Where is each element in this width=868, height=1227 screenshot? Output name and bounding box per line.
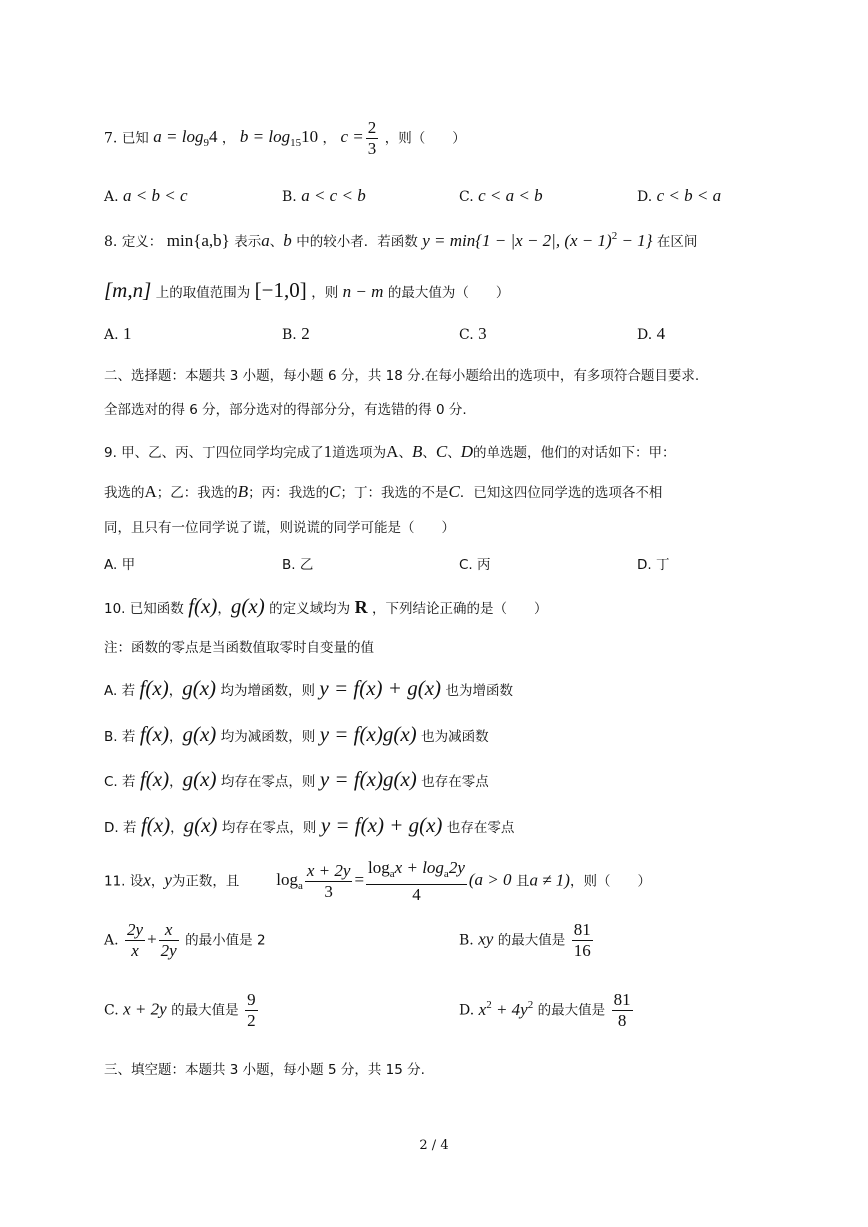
q7-option-a: A. a < b < c [104, 186, 188, 205]
q11-option-c: C. x + 2y 的最大值是 $\frac{9}{2}$ [104, 990, 256, 1030]
q11-option-b: B. xy 的最大值是 $\frac{81}{16}$ [459, 920, 591, 960]
q7-a-expr: $a = \log_94$ [153, 127, 218, 150]
q9-option-a: A. 甲 [104, 557, 136, 573]
q8-option-c: C. 3 [459, 324, 487, 343]
q10-option-b: B. 若 f(x)，g(x) 均为减函数，则 y = f(x)g(x) 也为减函数 [104, 722, 489, 746]
q7-tail: ，则（ ） [384, 130, 466, 147]
q9-option-b: B. 乙 [282, 557, 314, 573]
q11-option-a: A. $\frac{2y}{x}$ + $\frac{x}{2y}$ 的最小值是 2 [104, 920, 266, 960]
q9-stem-line1: 9. 甲、乙、丙、丁四位同学均完成了1道选项为A、B、C、D的单选题，他们的对话如下：甲： [104, 442, 676, 461]
q9-stem-line3: 同，且只有一位同学说了谎，则说谎的同学可能是（ ） [104, 520, 455, 536]
q8-nm: n − m [342, 282, 384, 301]
q9-option-d: D. 丁 [637, 557, 670, 573]
q7-option-c: C. c < a < b [459, 186, 543, 205]
q8-stem-line2: [m,n] 上的取值范围为 [−1,0] ，则 n − m 的最大值为（ ） [104, 278, 510, 302]
q7-c-expr: c = $\frac{2}{3}$ [340, 118, 377, 158]
section2-line1: 二、选择题：本题共 3 小题，每小题 6 分，共 18 分.在每小题给出的选项中，有多项符合题目要求. [104, 368, 700, 384]
q7-stem: 7. 已知 $a = \log_94$ ， $b = \log_{15}10$ ， c = $\frac{2}{3}$ ，则（ ） [104, 118, 466, 158]
q9-option-c: C. 丙 [459, 557, 491, 573]
q11-equation: $\log_a$ $\frac{x + 2y}{3}$ = $\frac{\log_ax + \log_a2y}{4}$ (a > 0 [276, 858, 512, 904]
section3-heading: 三、填空题：本题共 3 小题，每小题 5 分，共 15 分. [104, 1062, 425, 1078]
q8-function: y = min{1 − |x − 2|, $(x - 1)^2 - 1$} [422, 230, 653, 250]
q11-stem: 11. 设x，y为正数，且 $\log_a$ $\frac{x + 2y}{3}$ = $\frac{\log_ax + \log_a2y}{4}$ (a > 0 且a ≠ 1)，则（ ） [104, 858, 651, 904]
q8-range: [−1,0] [254, 278, 307, 302]
q10-stem: 10. 已知函数 f(x)，g(x) 的定义域均为 R ，下列结论正确的是（ ） [104, 594, 548, 618]
q10-option-d: D. 若 f(x)，g(x) 均存在零点，则 y = f(x) + g(x) 也存在零点 [104, 813, 515, 837]
q8-min-ab: min{a,b} [166, 231, 230, 250]
q8-option-a: A. 1 [104, 324, 132, 343]
q7-option-d: D. c < b < a [637, 186, 722, 205]
q8-option-d: D. 4 [637, 324, 666, 343]
q7-number: 7. [104, 130, 118, 147]
page-number: 2 / 4 [419, 1138, 449, 1153]
q8-interval: [m,n] [104, 278, 152, 302]
q8-stem-line1: 8. 定义： min{a,b} 表示a、b 中的较小者．若函数 y = min{1 − |x − 2|, $(x - 1)^2 - 1$} 在区间 [104, 230, 698, 250]
q11-option-d: D. $x^2 + 4y^2$ 的最大值是 $\frac{81}{8}$ [459, 990, 631, 1030]
q7-option-b: B. a < c < b [282, 186, 366, 205]
q10-option-c: C. 若 f(x)，g(x) 均存在零点，则 y = f(x)g(x) 也存在零点 [104, 767, 489, 791]
q8-option-b: B. 2 [282, 324, 310, 343]
q7-b-expr: $b = \log_{15}10$ [239, 127, 319, 150]
q9-stem-line2: 我选的A；乙：我选的B；丙：我选的C；丁：我选的不是C．已知这四位同学选的选项各不相 [104, 482, 663, 501]
section2-line2: 全部选对的得 6 分，部分选对的得部分分，有选错的得 0 分. [104, 402, 467, 418]
q7-lead: 已知 [121, 130, 149, 147]
q10-note: 注：函数的零点是当函数值取零时自变量的值 [104, 640, 374, 656]
q10-option-a: A. 若 f(x)，g(x) 均为增函数，则 y = f(x) + g(x) 也为增函数 [104, 676, 513, 700]
